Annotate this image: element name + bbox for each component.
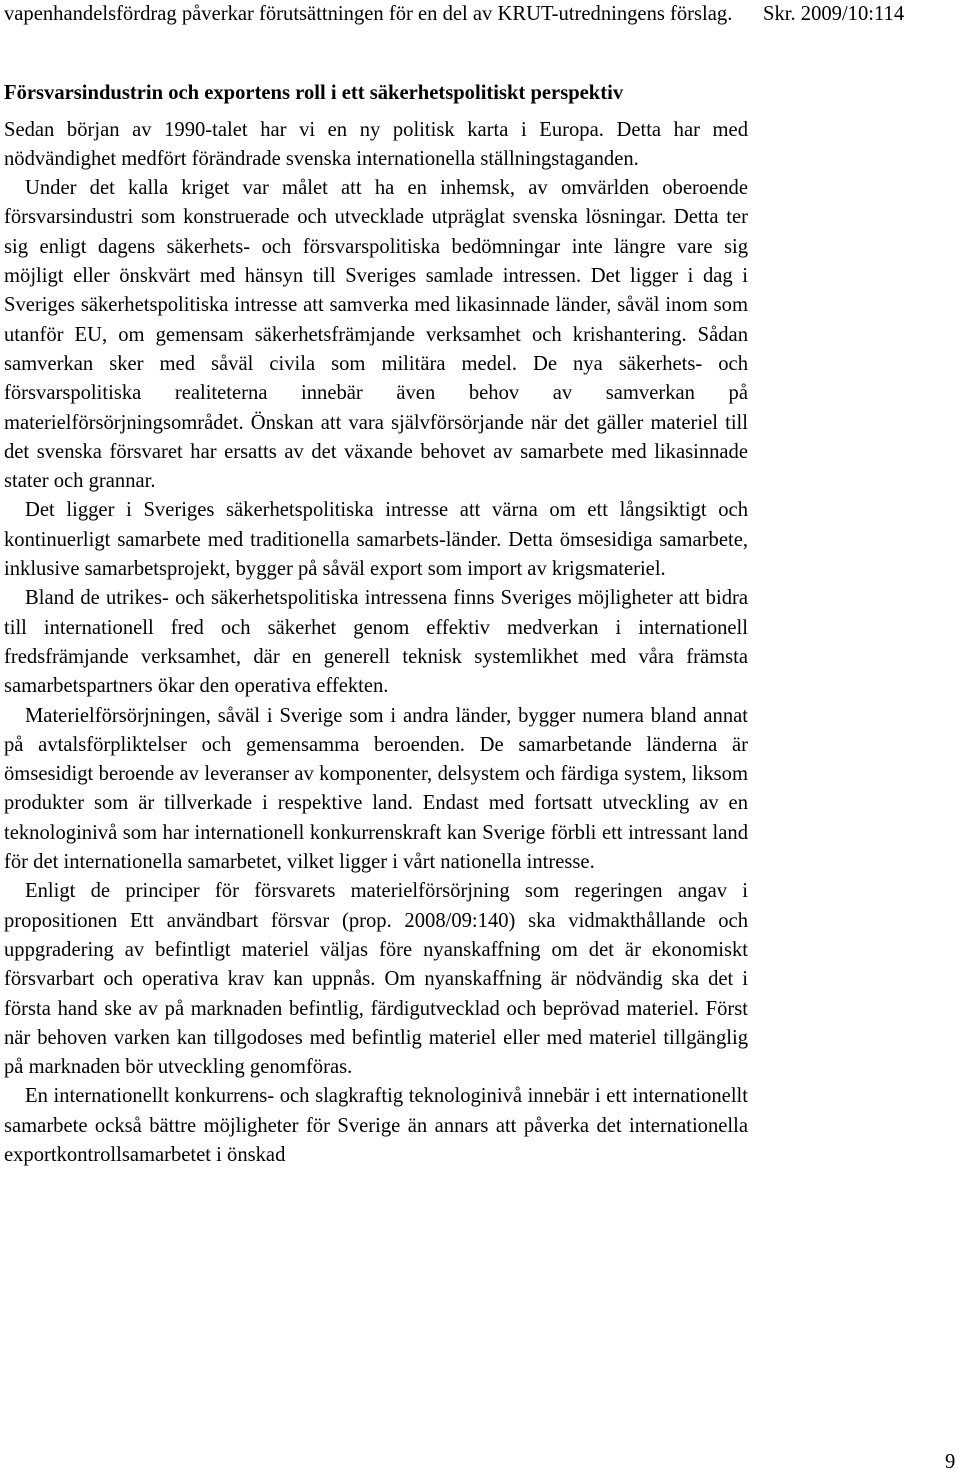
paragraph-3: Det ligger i Sveriges säkerhetspolitiska intresse att värna om ett långsiktigt och kontinuerligt samarbete med traditionella samarbets-länder. Detta ömsesidiga samarbete, inklusive samarbetsprojekt, bygger på såväl export som import av krigsmateriel. [4,499,748,581]
paragraph-1: Sedan början av 1990-talet har vi en ny politisk karta i Europa. Detta har med nödvändighet medfört förändrade svenska internationella ställningstaganden. [4,118,748,170]
intro-paragraph: vapenhandelsfördrag påverkar förutsättningen för en del av KRUT-utredningens förslag. [4,3,733,25]
paragraph-5: Materielförsörjningen, såväl i Sverige som i andra länder, bygger numera bland annat på avtalsförpliktelser och gemensamma beroenden. De samarbetande länderna är ömsesidigt beroende av leveranser av komponenter, delsystem och färdiga system, liksom produkter som är tillverkade i respektive land. Endast med fortsatt utveckling av en teknologinivå som har internationell konkurrenskraft kan Sverige förbli ett intressant land för det internationella samarbetet, vilket ligger i vårt nationella intresse. [4,704,748,874]
paragraph-7: En internationellt konkurrens- och slagkraftig teknologinivå innebär i ett internationellt samarbete också bättre möjligheter för Sverige än annars att påverka det internationella exportkontrollsamarbetet i önskad [4,1085,748,1166]
section-heading: Försvarsindustrin och exportens roll i ett säkerhetspolitiskt perspektiv [4,82,624,105]
paragraph-6: Enligt de principer för försvarets materielförsörjning som regeringen angav i propositionen Ett användbart försvar (prop. 2008/09:140) ska vidmakthållande och uppgradering av befintligt materiel väljas före nyanskaffning om det är ekonomiskt försvarbart och operativa krav kan uppnås. Om nyanskaffning är nödvändig ska det i första hand ske av på marknaden befintlig, färdigutvecklad och beprövad materiel. Först när behoven varken kan tillgodoses med befintlig materiel eller med materiel tillgänglig på marknaden bör utveckling genomföras. [4,880,748,1079]
paragraph-4: Bland de utrikes- och säkerhetspolitiska intressena finns Sveriges möjligheter att bidra till internationell fred och säkerhet genom effektiv medverkan i internationell fredsfrämjande verksamhet, där en generell teknisk systemlikhet med våra främsta samarbetspartners ökar den operativa effekten. [4,587,748,698]
page-number: 9 [945,1451,956,1473]
margin-reference: Skr. 2009/10:114 [763,3,905,25]
document-body [4,0,748,1170]
paragraph-2: Under det kalla kriget var målet att ha en inhemsk, av omvärlden oberoende försvarsindustri som konstruerade och utvecklade utpräglat svenska lösningar. Detta ter sig enligt dagens säkerhets- och försvarspolitiska bedömningar inte längre vare sig möjligt eller önskvärt med hänsyn till Sveriges samlade intressen. Det ligger i dag i Sveriges säkerhetspolitiska intresse att samverka med likasinnade länder, såväl inom som utanför EU, om gemensam säkerhetsfrämjande verksamhet och krishantering. Sådan samverkan sker med såväl civila som militära medel. De nya säkerhets- och försvarspolitiska realiteterna innebär även behov av samverkan på materielförsörjningsområdet. Önskan att vara självförsörjande när det gäller materiel till det svenska försvaret har ersatts av det växande behovet av samarbete med likasinnade stater och grannar. [4,177,748,493]
